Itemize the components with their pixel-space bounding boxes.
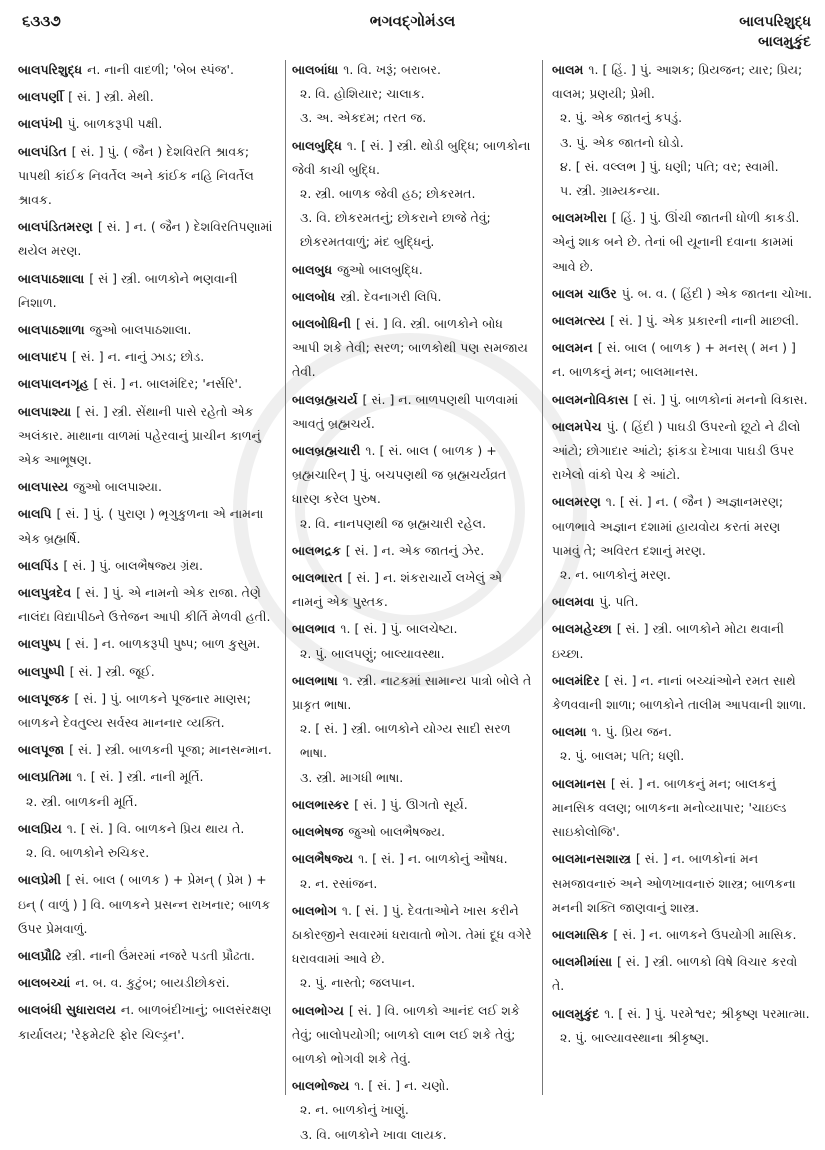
dictionary-entry [18, 140, 280, 213]
dictionary-entry [292, 669, 534, 790]
entry-definition: [ સં. ] સ્ત્રી. બાળકોને મોટા થવાની ઇચ્છા. [552, 621, 784, 661]
entry-definition: [ સં. ] ન. એક જાતનું ઝેર. [345, 542, 485, 558]
entry-definition: ૧. [ સં. બાલ ( બાળક ) + બ્રહ્મચારિન્ ] પું. બચપણથી જ બ્રહ્મચર્યવ્રત ધારણ કરેલ પુરુષ. [292, 443, 507, 507]
dictionary-entry [18, 112, 280, 136]
entry-definition: [ સં. ] સ્ત્રી. જૂઈ. [69, 663, 155, 679]
entry-headword: બાલપર્ણી [18, 89, 64, 105]
entry-headword: બાલપ્રતિમા [18, 769, 72, 785]
dictionary-entry [18, 971, 280, 995]
entry-headword: બાલપાશ્યા [18, 403, 72, 419]
dictionary-entry [18, 58, 280, 82]
dictionary-entry [18, 868, 280, 941]
entry-definition: ૧. [ સં. ] વિ. બાળકને પ્રિય થાય તે. [66, 820, 245, 836]
entry-definition: ૧. [ સં. ] પું. દેવતાઓને ખાસ કરીને ઠાકોરજીને સવારમાં ધરાવાતો ભોગ. તેમાં દૂધ વગેરે ધરાવવામાં આવે છે. [292, 902, 532, 967]
guide-word-last: બાલમુકુંદ [758, 34, 811, 50]
dictionary-entry [292, 617, 534, 665]
entry-headword: બાલભૈષજ્ય [292, 851, 354, 867]
dictionary-entry [292, 1074, 534, 1147]
entry-headword: બાલમહેચ્છા [552, 621, 612, 637]
entry-definition: જુઓ બાલપાઠશાલા. [89, 322, 192, 338]
entry-definition: [ સં. ] પું. બાલભૈષજ્ય ગ્રંથ. [63, 557, 203, 573]
entry-definition: [ સં. ] ન. બાળકોનાં મન સમજાવનારું અને ઓળખાવનારું શાસ્ત્ર; બાળકના મનની શક્તિ જાણવાનું શાસ્ત્ર. [552, 851, 796, 915]
guide-word-first: બાલપરિશુદ્ધ [739, 14, 811, 30]
dictionary-entry [18, 85, 280, 109]
entry-headword: બાલપંખી [18, 116, 63, 132]
entry-headword: બાલબોધિની [292, 316, 351, 332]
dictionary-entry [18, 502, 280, 550]
dictionary-entry [552, 772, 812, 845]
entry-headword: બાલમ [552, 62, 584, 77]
entry-definition: [ સં ] સ્ત્રી. બાળકોને ભણવાની નિશાળ. [18, 270, 238, 310]
dictionary-entry [552, 617, 812, 665]
entry-headword: બાલપિ [18, 506, 52, 522]
entry-definition: ન. બાળબંદીખાનું; બાલસંરક્ષણ કાર્યાલય; 'રેફમેટરિ ફોર ચિલ્ડ્રન'. [18, 1002, 272, 1042]
entry-headword: બાલમત્સ્ય [552, 313, 606, 329]
dictionary-entry [292, 285, 534, 309]
entry-definition: પું. પતિ. [599, 594, 639, 610]
dictionary-entry [292, 388, 534, 436]
entry-headword: બાલપુત્રદેવ [18, 585, 72, 601]
entry-definition: જુઓ બાલભૈષજ્ય. [348, 824, 446, 840]
entry-headword: બાલભદ્રક [292, 542, 341, 558]
entry-definition: ૨. વિ. નાનપણથી જ બ્રહ્મચારી રહેલ. [300, 515, 487, 531]
dictionary-entry [552, 206, 812, 279]
entry-definition: ૧. પું. પ્રિય જન. [591, 724, 672, 740]
entry-definition: [ સં. ] ન. નાનાં બચ્ચાંઓને રમત સાથે કેળવવાની શાળા; બાળકોને તાલીમ આપવાની શાળા. [552, 672, 807, 713]
entry-definition: ૧. સ્ત્રી. નાટકમાં સામાન્ય પાત્રો બોલે તે પ્રાકૃત ભાષા. [292, 672, 532, 713]
entry-headword: બાલબાંધા [292, 62, 339, 77]
entry-headword: બાલભારત [292, 570, 343, 586]
entry-definition: [ સં. ] પું. એક પ્રકારની નાની માછલી. [610, 313, 799, 329]
entry-definition: ૧. વિ. ખરૂં; બરાબર. [343, 62, 441, 77]
entry-definition: ૨. પું. નાસ્તો; જલપાન. [300, 975, 416, 991]
entry-definition: [ સં. ] સ્ત્રી. બાળકો વિષે વિચાર કરવો તે. [552, 954, 798, 994]
entry-headword: બાલપાઠશાળા [18, 322, 85, 338]
column-1 [18, 58, 280, 1050]
entry-definition: ૧. [ સં. ] સ્ત્રી. નાની મૂર્તિ. [76, 769, 204, 785]
dictionary-entry [18, 554, 280, 578]
entry-headword: બાલમપેચ [552, 418, 602, 434]
entry-definition: જુઓ બાલબુદ્ધિ. [337, 261, 423, 277]
entry-definition: પું. બ. વ. ( હિંદી ) એક જાતના ચોખા. [621, 285, 812, 301]
entry-definition: [ સં. ] પું. ( જૈન ) દેશવિરતિ શ્રાવક; પાપથી કાંઈક નિવર્તેલ અને કાંઈક નહિ નિવર્તેલ શ્રાવક. [18, 143, 254, 208]
dictionary-entry [292, 820, 534, 844]
dictionary-entry [552, 847, 812, 920]
entry-definition: ૧. [ હિં. ] પું. આશક; પ્રિયજન; યાર; પ્રિય; વાલમ; પ્રણયી; પ્રેમી. [552, 62, 803, 102]
column-divider [285, 60, 286, 1095]
entry-definition: [ સં. ] ન. બાલમંદિર; 'નર્સરિ'. [93, 376, 242, 392]
entry-headword: બાલમા [552, 724, 587, 740]
entry-headword: બાલપાદપ [18, 349, 67, 365]
entry-headword: બાલમીમાંસા [552, 954, 613, 970]
guide-words [739, 12, 811, 52]
entry-headword: બાલબંધી સુધારાલય [18, 1002, 116, 1018]
entry-definition: [ સં. ] ન. બાળપણથી પાળવામાં આવતું બ્રહ્મચર્ય. [292, 391, 519, 431]
entry-headword: બાલભોજ્ય [292, 1078, 350, 1094]
entry-definition: [ સં. ] પું. ( પુરાણ ) ભૃગુકુળના એ નામના એક બ્રહ્મર્ષિ. [18, 506, 264, 546]
entry-headword: બાલપ્રિય [18, 820, 62, 836]
entry-headword: બાલમખીરા [552, 210, 607, 226]
entry-headword: બાલપંડિતમરણ [18, 219, 93, 235]
entry-headword: બાલપુષ્પી [18, 663, 65, 679]
entry-definition: સ્ત્રી. દેવનાગરી લિપિ. [340, 288, 442, 304]
entry-headword: બાલપરિશુદ્ધ [18, 62, 83, 77]
entry-definition: [ સં. ] ન. બાળકનું મન; બાલકનું માનસિક વલણ; બાળકના મનોવ્યાપાર; 'ચાઇલ્ડ સાઇકોલોજિ'. [552, 775, 787, 840]
entry-definition: જુઓ બાલપાશ્યા. [73, 479, 162, 495]
entry-headword: બાલમુકુંદ [552, 1005, 600, 1021]
entry-definition: સ્ત્રી. નાની ઉંમરમાં નજરે પડતી પ્રૌઢતા. [65, 947, 255, 963]
dictionary-entry [18, 372, 280, 396]
entry-definition: ન. બ. વ. કુટુંબ; બાયડીછોકરાં. [75, 975, 230, 991]
entry-headword: બાલપાઠશાલા [18, 270, 85, 286]
entry-headword: બાલપ્રૌઢિ [18, 947, 61, 963]
entry-definition: ૧. [ સં. ] ન. ચણો. [354, 1078, 450, 1094]
entry-definition: ૨. સ્ત્રી. બાળકની મૂર્તિ. [26, 793, 138, 809]
entry-definition: ૧. [ સં. ] ન. બાળકોનું ઔષધ. [358, 851, 508, 867]
entry-definition: [ સં. ] સ્ત્રી. મેથી. [68, 89, 154, 105]
entry-definition: [ સં. ] ન. બાળકને ઉપયોગી માસિક. [613, 926, 797, 942]
entry-headword: બાલભાસ્કર [292, 796, 350, 812]
entry-headword: બાલબોધ [292, 288, 336, 304]
entry-headword: બાલમનોવિકાસ [552, 391, 629, 407]
entry-definition: ૩. સ્ત્રી. માગધી ભાષા. [300, 769, 404, 785]
entry-headword: બાલબચ્ચાં [18, 975, 71, 991]
entry-headword: બાલપૂજક [18, 690, 70, 706]
entry-definition: [ હિં. ] પું. ઊંચી જાતની ધોળી કાકડી. એનું શાક બને છે. તેનાં બી યૂનાની દવાના કામમાં આવે છે. [552, 210, 800, 274]
dictionary-entry [292, 566, 534, 614]
dictionary-entry [292, 539, 534, 563]
entry-headword: બાલબ્રહ્મચારી [292, 443, 361, 459]
entry-headword: બાલપાસ્ય [18, 479, 69, 495]
entry-definition: ૪. [ સં. વલ્લભ ] પું. ધણી; પતિ; વર; સ્વામી. [560, 158, 779, 174]
entry-definition: [ સં. ] વિ. બાળકો આનંદ લઈ શકે તેવું; બાલોપયોગી; બાળકો લાભ લઈ શકે તેવું; બાળકો ભોગવી શકે તેવું. [292, 1002, 520, 1066]
dictionary-entry [292, 312, 534, 385]
entry-headword: બાલપુષ્પ [18, 636, 62, 652]
entry-headword: બાલમન [552, 340, 593, 356]
entry-headword: બાલબુદ્ધિ [292, 137, 342, 153]
dictionary-entry [552, 923, 812, 947]
entry-definition: ન. નાની વાદળી; 'બેબ સ્પંજ'. [87, 62, 234, 77]
entry-definition: [ સં. બાલ ( બાળક ) + પ્રેમન્ ( પ્રેમ ) + ઇન્ ( વાળું ) ] વિ. બાળકને પ્રસન્ન રાખનાર; બાળક ઉપર પ્રેમવાળું. [18, 872, 271, 936]
entry-headword: બાલભાવ [292, 621, 336, 637]
dictionary-entry [552, 309, 812, 333]
entry-definition: [ સં. ] ન. બાળકરૂપી પુષ્પ; બાળ કુસુમ. [66, 636, 261, 652]
dictionary-entry [552, 950, 812, 998]
entry-definition: ૧. [ સં. ] ન. ( જૈન ) અજ્ઞાનમરણ; બાળભાવે અજ્ઞાન દશામાં હાયવોય કરતાં મરણ પામવું તે; અવિરત દશાનું મરણ. [552, 494, 784, 558]
entry-headword: બાલમવા [552, 594, 595, 610]
entry-definition: [ સં. ] સ્ત્રી. બાળકની પૂજા; માનસન્માન. [69, 742, 272, 758]
entry-definition: ૨. પું. બાલપણું; બાલ્યાવસ્થા. [300, 645, 445, 661]
entry-definition: ૧. [ સં. ] પું. પરમેશ્વર; શ્રીકૃષ્ણ પરમાત્મા. [604, 1005, 810, 1021]
entry-definition: પું. ( હિંદી ) પાઘડી ઉપરનો છૂટો ને ઢીલો આંટો; છોગાદાર આંટો; ફાંકડા દેખાવા પાઘડી ઉપર રાખેલો વાંકો પેચ કે આંટો. [552, 418, 801, 483]
entry-definition: ૨. વિ. હોશિયાર; ચાલાક. [300, 86, 425, 102]
entry-headword: બાલમરણ [552, 494, 601, 510]
dictionary-entry [18, 475, 280, 499]
entry-definition: [ સં. ] વિ. સ્ત્રી. બાળકોને બોધ આપી શકે તેવી; સરળ; બાળકોથી પણ સમજાય તેવી. [292, 316, 528, 380]
dictionary-entry [292, 899, 534, 996]
dictionary-entry [18, 400, 280, 473]
entry-definition: ૩. અ. એકદમ; તરત જ. [300, 110, 427, 126]
entry-definition: [ સં. ] પું. બાળકને પૂજનાર માણસ; બાળકને દેવતુલ્ય સર્વસ્વ માનનાર વ્યક્તિ. [18, 690, 251, 731]
entry-definition: ૨. પું. બાલમ; પતિ; ધણી. [560, 748, 685, 764]
dictionary-entry [292, 793, 534, 817]
dictionary-entry [18, 817, 280, 865]
dictionary-entry [552, 490, 812, 587]
entry-definition: ૨. વિ. બાળકોને રુચિકર. [26, 845, 150, 861]
entry-definition: ૨. ન. બાળકોનું ખાણું. [300, 1102, 409, 1118]
entry-headword: બાલભોગ્ય [292, 1002, 344, 1018]
entry-definition: [ સં. ] સ્ત્રી. સેંથાની પાસે રહેતો એક અલંકાર. માથાના વાળમાં પહેરવાનું પ્રાચીન કાળનું એક આભૂષણ. [18, 403, 261, 468]
page-number: ૬૩૩૭ [22, 12, 61, 30]
entry-definition: [ સં. ] ન. ( જૈન ) દેશવિરતિપણામાં થયેલ મરણ. [18, 219, 273, 259]
entry-definition: ૩. પું. એક જાતનો ઘોડો. [560, 134, 684, 150]
dictionary-entry [18, 632, 280, 656]
dictionary-entry [18, 687, 280, 735]
entry-definition: ૨. સ્ત્રી. બાળક જેવી હઠ; છોકરમત. [300, 186, 476, 202]
entry-headword: બાલમાસિક [552, 926, 609, 942]
page-header [0, 8, 825, 58]
entry-headword: બાલબુધ [292, 261, 333, 277]
dictionary-entry [18, 765, 280, 813]
dictionary-entry [18, 581, 280, 629]
entry-headword: બાલભોગ [292, 902, 337, 918]
dictionary-entry [18, 267, 280, 315]
entry-definition: [ સં. ] ન. નાનું ઝાડ; છોડ. [71, 349, 205, 365]
column-divider [542, 60, 543, 1095]
dictionary-entry [292, 847, 534, 895]
dictionary-entry [292, 134, 534, 255]
dictionary-entry [18, 998, 280, 1046]
dictionary-entry [18, 660, 280, 684]
entry-definition: [ સં. ] ન. શંકરાચાર્યે લખેલું એ નામનું એક પુસ્તક. [292, 570, 503, 610]
entry-definition: ૨. પું. બાલ્યાવસ્થાના શ્રીકૃષ્ણ. [560, 1029, 709, 1045]
dictionary-entry [292, 58, 534, 131]
entry-definition: ૨. પું. એક જાતનું કપડું. [560, 110, 683, 126]
entry-headword: બાલબ્રહ્મચર્ય [292, 391, 358, 407]
entry-definition: [ સં. બાલ ( બાળક ) + મનસ્ ( મન ) ] ન. બાળકનું મન; બાલમાનસ. [552, 340, 796, 380]
column-2 [292, 58, 534, 1150]
dictionary-entry [18, 345, 280, 369]
dictionary-entry [552, 1002, 812, 1050]
entry-definition: ૩. વિ. બાળકોને ખાવા લાયક. [300, 1126, 447, 1142]
dictionary-entry [552, 58, 812, 203]
dictionary-entry [552, 282, 812, 306]
entry-headword: બાલમાનસ [552, 775, 606, 791]
entry-definition: ૫. સ્ત્રી. ગ્રામ્યકન્યા. [560, 183, 661, 199]
dictionary-entry [552, 336, 812, 384]
entry-headword: બાલભાષા [292, 672, 338, 688]
dictionary-entry [552, 388, 812, 412]
entry-definition: [ સં. ] પું. એ નામનો એક રાજા. તેણે નાલંદા વિદ્યાપીઠને ઉત્તેજન આપી કીર્તિ મેળવી હતી. [18, 585, 271, 625]
entry-definition: ૨. ન. બાળકોનું મરણ. [560, 567, 671, 583]
entry-definition: પું. બાળકરૂપી પક્ષી. [67, 116, 163, 132]
dictionary-entry [18, 738, 280, 762]
entry-headword: બાલપિંડ [18, 557, 59, 573]
entry-headword: બાલભેષજ [292, 824, 344, 840]
entry-headword: બાલપ્રેમી [18, 872, 62, 888]
dictionary-entry [552, 590, 812, 614]
dictionary-title: ભગવદ્ગોમંડલ [369, 12, 456, 30]
entry-headword: બાલપૂજા [18, 742, 65, 758]
column-3 [552, 58, 812, 1053]
entry-definition: ૨. [ સં. ] સ્ત્રી. બાળકોને યોગ્ય સાદી સરળ ભાષા. [300, 721, 511, 761]
entry-definition: ૩. વિ. છોકરમતનું; છોકરાને છાજે તેવું; છોકરમતવાળું; મંદ બુદ્ધિનું. [300, 210, 491, 250]
dictionary-entry [18, 215, 280, 263]
entry-definition: ૧. [ સં. ] સ્ત્રી. થોડી બુદ્ધિ; બાળકોના જેવી કાચી બુદ્ધિ. [292, 137, 531, 177]
entry-definition: [ સં. ] પું. ઊગતો સૂર્ય. [354, 796, 468, 812]
dictionary-entry [18, 944, 280, 968]
entry-headword: બાલમ ચાઉર [552, 285, 617, 301]
dictionary-entry [292, 999, 534, 1072]
dictionary-entry [292, 258, 534, 282]
dictionary-entry [552, 415, 812, 488]
entry-definition: [ સં. ] પું. બાળકોનાં મનનો વિકાસ. [633, 391, 808, 407]
dictionary-entry [552, 669, 812, 717]
dictionary-entry [18, 318, 280, 342]
dictionary-entry [552, 720, 812, 768]
entry-definition: ૨. ન. રસાંજન. [300, 875, 378, 891]
entry-headword: બાલમાનસશાસ્ત્ર [552, 851, 631, 867]
entry-headword: બાલમંદિર [552, 672, 600, 688]
entry-headword: બાલપાલનગૃહ [18, 376, 89, 392]
dictionary-entry [292, 439, 534, 536]
entry-definition: ૧. [ સં. ] પું. બાલચેષ્ટા. [340, 621, 458, 637]
entry-headword: બાલપંડિત [18, 143, 67, 159]
